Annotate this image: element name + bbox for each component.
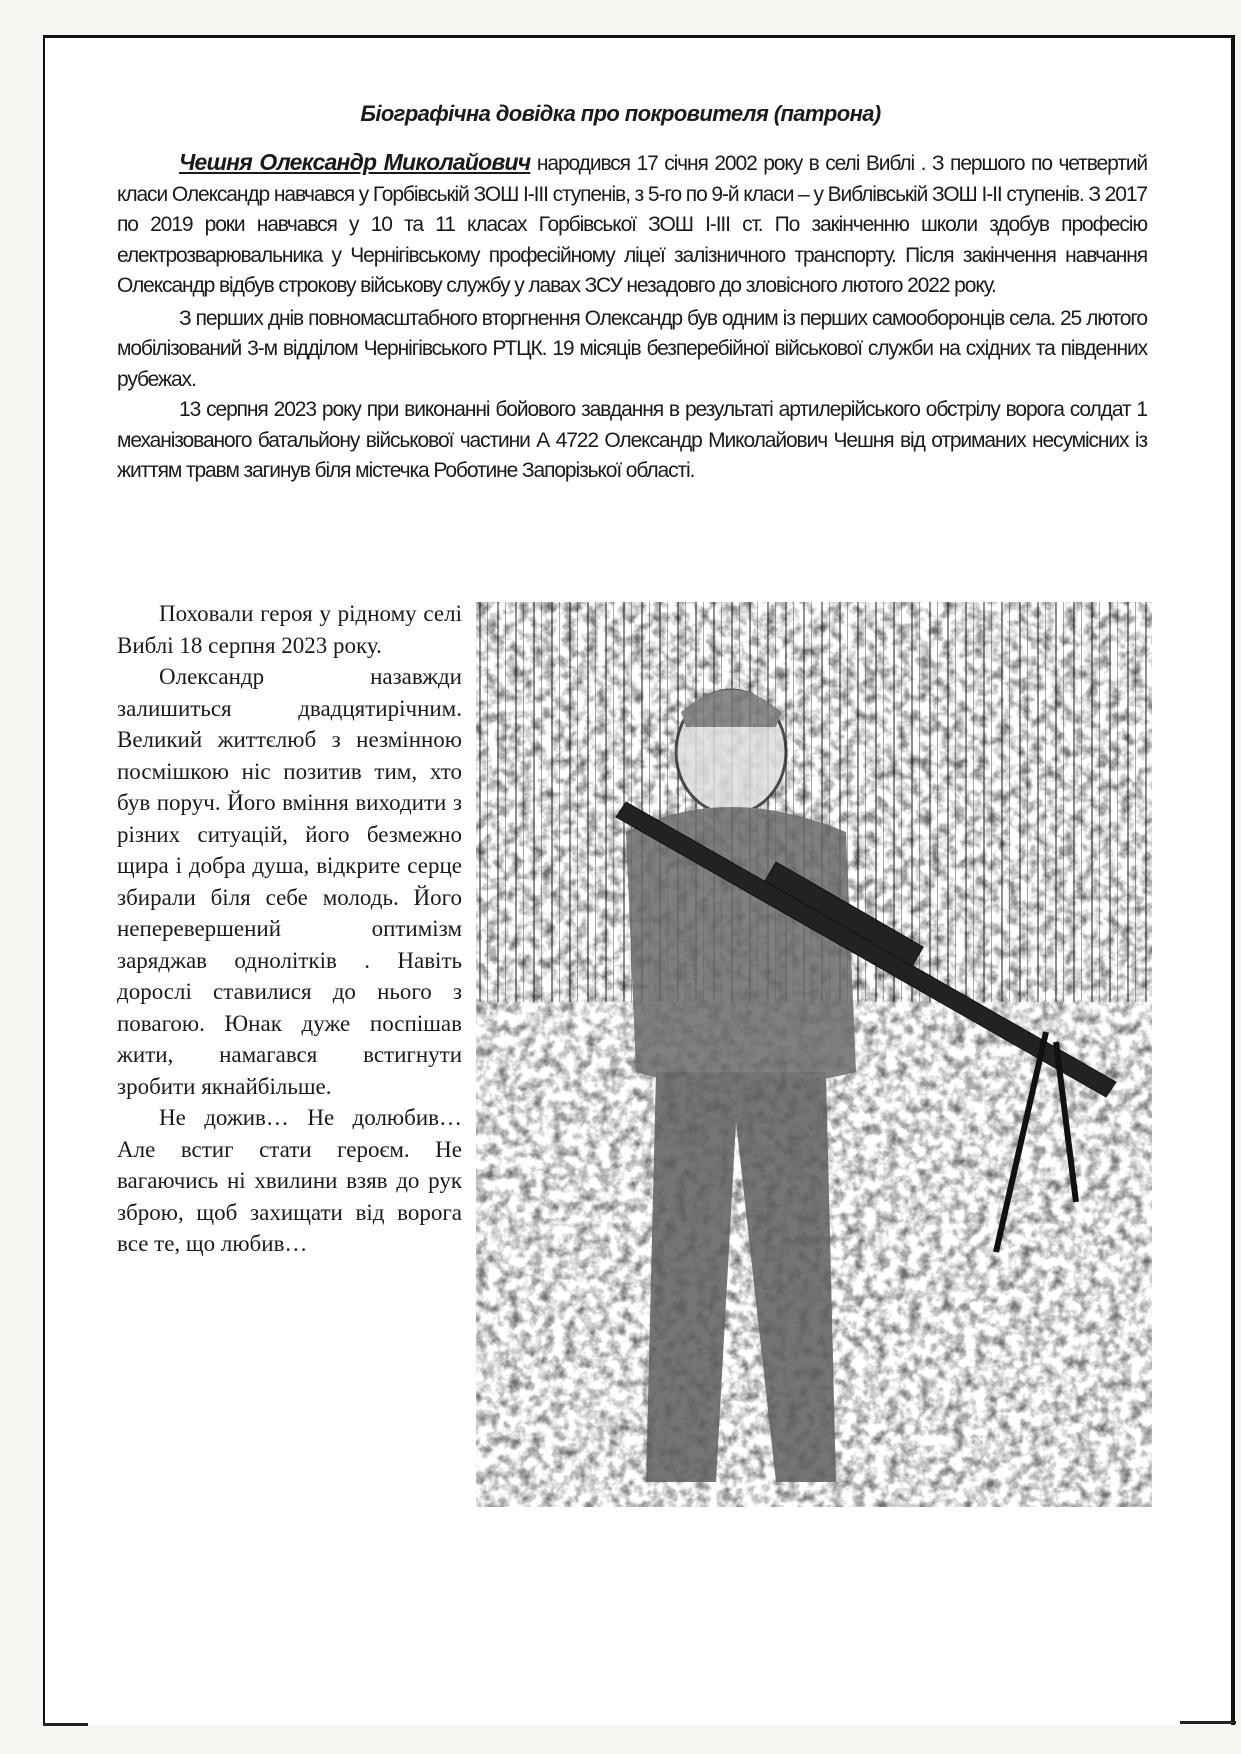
paragraph-mobilization [117,303,1147,395]
paragraph-text: народився 17 січня 2002 року в селі Виблі . З першого по четвертий класи Олександр навчався у Горбівській ЗОШ І-ІІІ ступенів, з 5-го по 9-й класи – у Виблівській ЗОШ І-ІІ ступенів. З 2017 по 2019 роки навчався у 10 та 11 класах Горбівської ЗОШ І-ІІІ ст. По закінченню школи здобув професію електрозварювальника у Чернігівському професійному ліцеї залізничного транспорту. Після закінчення навчання Олександр відбув строкову військову службу у лавах ЗСУ незадовго до зловісного лютого 2022 року. [117,152,1147,297]
paragraph-death [117,394,1147,486]
page-border-corner [43,1723,88,1726]
paragraph-birth-education [117,148,1147,301]
biography-main-text [117,148,1147,486]
document-title: Біографічна довідка про покровителя (патрона) [360,101,881,126]
page-border-corner [1180,1721,1236,1724]
paragraph-text: 13 серпня 2023 року при виконанні бойового завдання в результаті артилерійського обстрілу ворога солдат 1 механізованого батальйону військової частини А 4722 Олександр Миколайович Чешня від отриманих несумісних із життям травм загинув біля містечка Роботине Запорізької області. [117,398,1147,482]
portrait-photo [476,602,1152,1507]
patron-name: Чешня Олександр Миколайович [179,149,531,175]
paragraph-text: З перших днів повномасштабного вторгнення Олександр був одним із перших самооборонців села. 25 лютого мобілізований 3-м відділом Чернігівського РТЦК. 19 місяців безперебійної військової служби на східних та південних рубежах. [117,306,1147,391]
paragraph-burial: Поховали героя у рідному селі Виблі 18 серпня 2023 року. [117,601,462,658]
paragraph-memory: Олександр назавжди залишиться двадцятирічним. Великий життєлюб з незмінною посмішкою ніс позитив тим, хто був поруч. Його вміння виходити з різних ситуацій, його безмежно щира і добра душа, відкрите серце збирали біля себе молодь. Його неперевершений оптимізм заряджав однолітків . Навіть дорослі ставилися до нього з повагою. Юнак дуже поспішав жити, намагався встигнути зробити якнайбільше. [117,664,462,1099]
biography-side-text [117,598,462,1260]
paragraph-hero: Не дожив… Не долюбив… Але встиг стати героєм. Не вагаючись ні хвилини взяв до рук зброю, щоб захищати від ворога все те, що любив… [117,1105,462,1256]
portrait-photo-icon [476,602,1152,1507]
